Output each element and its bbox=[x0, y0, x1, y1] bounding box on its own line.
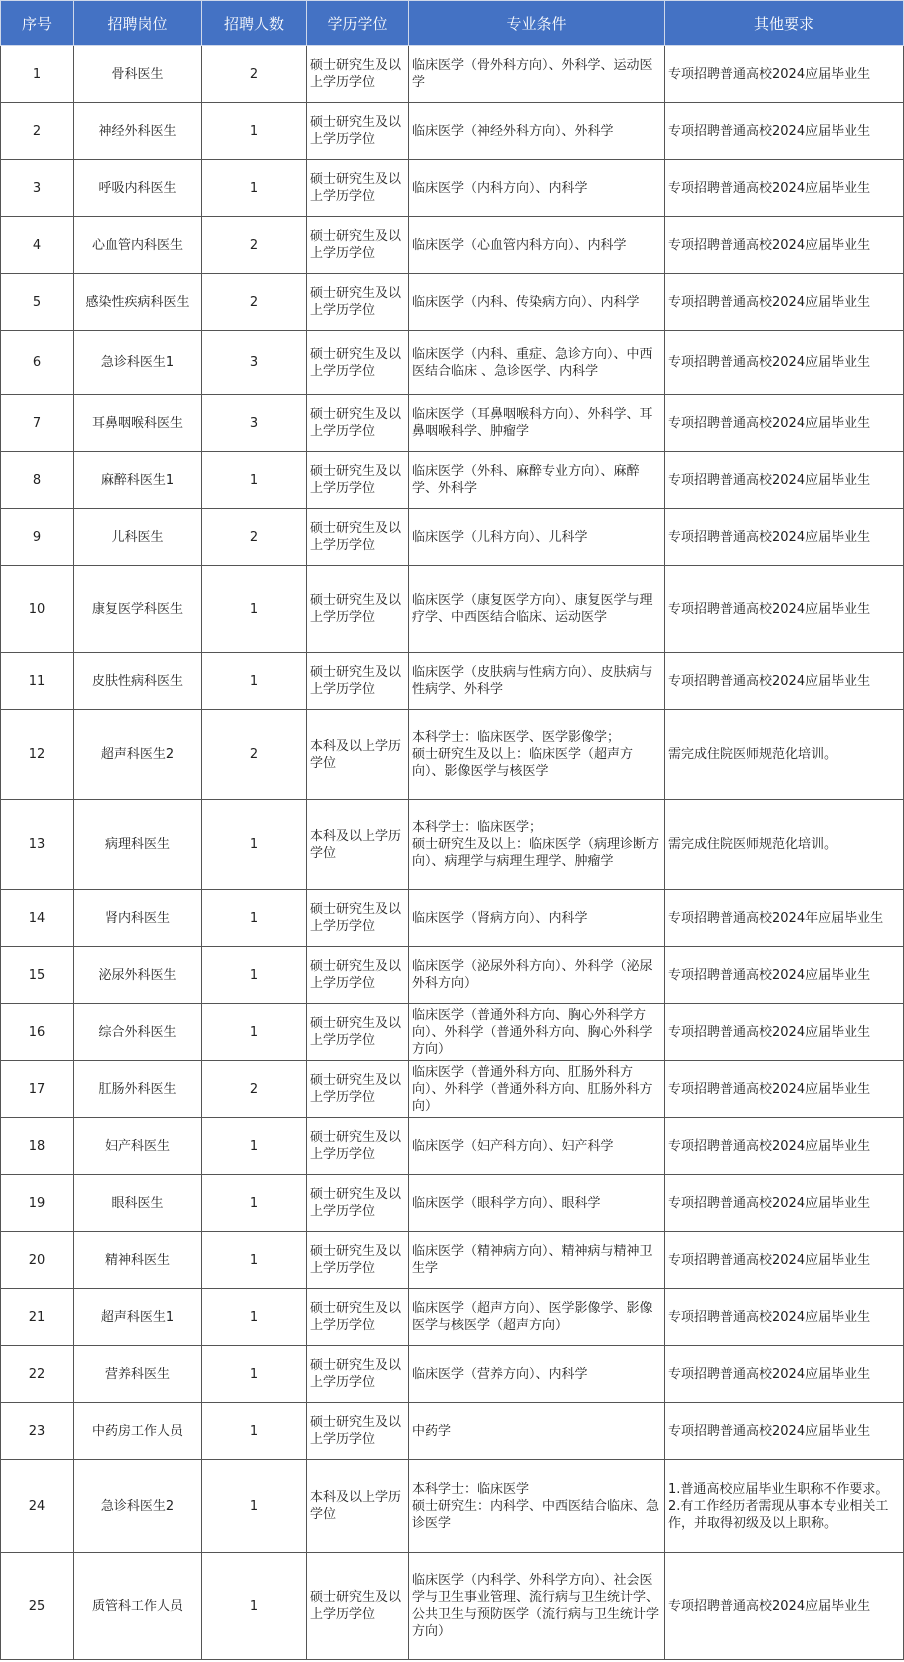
cell-other: 专项招聘普通高校2024年应届毕业生 bbox=[665, 890, 904, 947]
cell-major: 临床医学（营养方向）、内科学 bbox=[409, 1346, 665, 1403]
table-row bbox=[1, 947, 904, 1004]
cell-no: 2 bbox=[1, 103, 74, 160]
cell-position: 眼科医生 bbox=[74, 1175, 202, 1232]
cell-no: 3 bbox=[1, 160, 74, 217]
table-row bbox=[1, 1460, 904, 1553]
cell-no: 24 bbox=[1, 1460, 74, 1553]
table-row bbox=[1, 452, 904, 509]
cell-position: 急诊科医生2 bbox=[74, 1460, 202, 1553]
cell-degree: 硕士研究生及以上学历学位 bbox=[307, 46, 409, 103]
cell-no: 10 bbox=[1, 566, 74, 653]
cell-other: 需完成住院医师规范化培训。 bbox=[665, 710, 904, 800]
cell-count: 3 bbox=[202, 331, 307, 395]
cell-count: 1 bbox=[202, 1346, 307, 1403]
cell-count: 2 bbox=[202, 509, 307, 566]
cell-other: 专项招聘普通高校2024应届毕业生 bbox=[665, 653, 904, 710]
cell-major: 临床医学（普通外科方向、肛肠外科方向）、外科学（普通外科方向、肛肠外科方向） bbox=[409, 1061, 665, 1118]
cell-no: 8 bbox=[1, 452, 74, 509]
cell-degree: 硕士研究生及以上学历学位 bbox=[307, 160, 409, 217]
cell-degree: 本科及以上学历学位 bbox=[307, 800, 409, 890]
cell-count: 1 bbox=[202, 103, 307, 160]
cell-no: 1 bbox=[1, 46, 74, 103]
header-position: 招聘岗位 bbox=[74, 1, 202, 46]
cell-degree: 硕士研究生及以上学历学位 bbox=[307, 1232, 409, 1289]
table-row bbox=[1, 1175, 904, 1232]
cell-degree: 硕士研究生及以上学历学位 bbox=[307, 1346, 409, 1403]
header-count: 招聘人数 bbox=[202, 1, 307, 46]
cell-other: 专项招聘普通高校2024应届毕业生 bbox=[665, 160, 904, 217]
cell-count: 2 bbox=[202, 710, 307, 800]
cell-count: 1 bbox=[202, 1403, 307, 1460]
cell-other: 专项招聘普通高校2024应届毕业生 bbox=[665, 452, 904, 509]
cell-position: 肛肠外科医生 bbox=[74, 1061, 202, 1118]
cell-position: 麻醉科医生1 bbox=[74, 452, 202, 509]
cell-major: 临床医学（普通外科方向、胸心外科学方向）、外科学（普通外科方向、胸心外科学方向） bbox=[409, 1004, 665, 1061]
cell-major: 临床医学（骨外科方向）、外科学、运动医学 bbox=[409, 46, 665, 103]
header-row bbox=[1, 1, 904, 46]
cell-other: 需完成住院医师规范化培训。 bbox=[665, 800, 904, 890]
table-row bbox=[1, 1289, 904, 1346]
cell-other: 专项招聘普通高校2024应届毕业生 bbox=[665, 1553, 904, 1660]
cell-no: 4 bbox=[1, 217, 74, 274]
table-row bbox=[1, 331, 904, 395]
cell-other: 专项招聘普通高校2024应届毕业生 bbox=[665, 509, 904, 566]
cell-major: 临床医学（神经外科方向）、外科学 bbox=[409, 103, 665, 160]
cell-count: 1 bbox=[202, 1004, 307, 1061]
cell-position: 感染性疾病科医生 bbox=[74, 274, 202, 331]
cell-major: 本科学士：临床医学、医学影像学； 硕士研究生及以上：临床医学（超声方向）、影像医学与核医学 bbox=[409, 710, 665, 800]
cell-other: 专项招聘普通高校2024应届毕业生 bbox=[665, 1004, 904, 1061]
cell-count: 1 bbox=[202, 1175, 307, 1232]
cell-count: 1 bbox=[202, 653, 307, 710]
cell-position: 超声科医生1 bbox=[74, 1289, 202, 1346]
cell-position: 皮肤性病科医生 bbox=[74, 653, 202, 710]
cell-count: 1 bbox=[202, 1553, 307, 1660]
table-row bbox=[1, 566, 904, 653]
cell-position: 超声科医生2 bbox=[74, 710, 202, 800]
cell-other: 专项招聘普通高校2024应届毕业生 bbox=[665, 1346, 904, 1403]
cell-degree: 硕士研究生及以上学历学位 bbox=[307, 274, 409, 331]
table-row bbox=[1, 395, 904, 452]
cell-other: 专项招聘普通高校2024应届毕业生 bbox=[665, 1289, 904, 1346]
cell-no: 13 bbox=[1, 800, 74, 890]
cell-major: 临床医学（心血管内科方向）、内科学 bbox=[409, 217, 665, 274]
cell-degree: 硕士研究生及以上学历学位 bbox=[307, 395, 409, 452]
table-header bbox=[1, 1, 904, 46]
table-row bbox=[1, 1403, 904, 1460]
header-major: 专业条件 bbox=[409, 1, 665, 46]
cell-degree: 硕士研究生及以上学历学位 bbox=[307, 509, 409, 566]
table-row bbox=[1, 1553, 904, 1660]
cell-count: 2 bbox=[202, 46, 307, 103]
cell-position: 病理科医生 bbox=[74, 800, 202, 890]
cell-other: 专项招聘普通高校2024应届毕业生 bbox=[665, 566, 904, 653]
cell-no: 18 bbox=[1, 1118, 74, 1175]
table-row bbox=[1, 800, 904, 890]
cell-other: 专项招聘普通高校2024应届毕业生 bbox=[665, 1118, 904, 1175]
cell-count: 1 bbox=[202, 1289, 307, 1346]
header-degree: 学历学位 bbox=[307, 1, 409, 46]
cell-degree: 硕士研究生及以上学历学位 bbox=[307, 1553, 409, 1660]
cell-count: 2 bbox=[202, 1061, 307, 1118]
cell-count: 1 bbox=[202, 800, 307, 890]
cell-no: 20 bbox=[1, 1232, 74, 1289]
cell-major: 临床医学（儿科方向）、儿科学 bbox=[409, 509, 665, 566]
cell-major: 临床医学（内科、传染病方向）、内科学 bbox=[409, 274, 665, 331]
cell-major: 临床医学（肾病方向）、内科学 bbox=[409, 890, 665, 947]
cell-no: 25 bbox=[1, 1553, 74, 1660]
cell-position: 神经外科医生 bbox=[74, 103, 202, 160]
cell-count: 1 bbox=[202, 160, 307, 217]
cell-no: 15 bbox=[1, 947, 74, 1004]
cell-count: 1 bbox=[202, 890, 307, 947]
cell-no: 22 bbox=[1, 1346, 74, 1403]
cell-other: 专项招聘普通高校2024应届毕业生 bbox=[665, 331, 904, 395]
cell-position: 心血管内科医生 bbox=[74, 217, 202, 274]
cell-position: 精神科医生 bbox=[74, 1232, 202, 1289]
table-row bbox=[1, 46, 904, 103]
cell-degree: 硕士研究生及以上学历学位 bbox=[307, 103, 409, 160]
cell-no: 6 bbox=[1, 331, 74, 395]
cell-no: 12 bbox=[1, 710, 74, 800]
cell-degree: 本科及以上学历学位 bbox=[307, 710, 409, 800]
header-other: 其他要求 bbox=[665, 1, 904, 46]
cell-other: 专项招聘普通高校2024应届毕业生 bbox=[665, 395, 904, 452]
cell-major: 临床医学（皮肤病与性病方向）、皮肤病与性病学、外科学 bbox=[409, 653, 665, 710]
cell-count: 1 bbox=[202, 1232, 307, 1289]
cell-other: 专项招聘普通高校2024应届毕业生 bbox=[665, 947, 904, 1004]
cell-degree: 硕士研究生及以上学历学位 bbox=[307, 890, 409, 947]
cell-no: 5 bbox=[1, 274, 74, 331]
table-row bbox=[1, 1004, 904, 1061]
cell-position: 营养科医生 bbox=[74, 1346, 202, 1403]
cell-degree: 硕士研究生及以上学历学位 bbox=[307, 1289, 409, 1346]
cell-no: 21 bbox=[1, 1289, 74, 1346]
cell-position: 质管科工作人员 bbox=[74, 1553, 202, 1660]
table-body bbox=[1, 46, 904, 1660]
table-row bbox=[1, 1232, 904, 1289]
cell-degree: 本科及以上学历学位 bbox=[307, 1460, 409, 1553]
cell-degree: 硕士研究生及以上学历学位 bbox=[307, 217, 409, 274]
cell-position: 耳鼻咽喉科医生 bbox=[74, 395, 202, 452]
header-no: 序号 bbox=[1, 1, 74, 46]
table-row bbox=[1, 710, 904, 800]
cell-major: 临床医学（康复医学方向）、康复医学与理疗学、中西医结合临床、运动医学 bbox=[409, 566, 665, 653]
cell-position: 泌尿外科医生 bbox=[74, 947, 202, 1004]
cell-no: 19 bbox=[1, 1175, 74, 1232]
cell-degree: 硕士研究生及以上学历学位 bbox=[307, 1061, 409, 1118]
table-row bbox=[1, 103, 904, 160]
cell-degree: 硕士研究生及以上学历学位 bbox=[307, 1004, 409, 1061]
table-row bbox=[1, 509, 904, 566]
cell-other: 专项招聘普通高校2024应届毕业生 bbox=[665, 1061, 904, 1118]
cell-major: 临床医学（眼科学方向）、眼科学 bbox=[409, 1175, 665, 1232]
cell-major: 本科学士：临床医学； 硕士研究生及以上：临床医学（病理诊断方向）、病理学与病理生理学、肿瘤学 bbox=[409, 800, 665, 890]
cell-other: 专项招聘普通高校2024应届毕业生 bbox=[665, 1175, 904, 1232]
cell-major: 临床医学（精神病方向）、精神病与精神卫生学 bbox=[409, 1232, 665, 1289]
table-row bbox=[1, 1118, 904, 1175]
cell-position: 妇产科医生 bbox=[74, 1118, 202, 1175]
cell-position: 儿科医生 bbox=[74, 509, 202, 566]
cell-no: 9 bbox=[1, 509, 74, 566]
cell-major: 临床医学（超声方向）、医学影像学、影像医学与核医学（超声方向） bbox=[409, 1289, 665, 1346]
cell-count: 1 bbox=[202, 452, 307, 509]
cell-degree: 硕士研究生及以上学历学位 bbox=[307, 1175, 409, 1232]
cell-degree: 硕士研究生及以上学历学位 bbox=[307, 1403, 409, 1460]
cell-other: 专项招聘普通高校2024应届毕业生 bbox=[665, 217, 904, 274]
table-row bbox=[1, 274, 904, 331]
cell-position: 综合外科医生 bbox=[74, 1004, 202, 1061]
cell-other: 1.普通高校应届毕业生职称不作要求。 2.有工作经历者需现从事本专业相关工作，并取得初级及以上职称。 bbox=[665, 1460, 904, 1553]
table-row bbox=[1, 653, 904, 710]
cell-major: 临床医学（内科学、外科学方向）、社会医学与卫生事业管理、流行病与卫生统计学、公共卫生与预防医学（流行病与卫生统计学方向） bbox=[409, 1553, 665, 1660]
cell-count: 3 bbox=[202, 395, 307, 452]
cell-major: 中药学 bbox=[409, 1403, 665, 1460]
cell-count: 1 bbox=[202, 947, 307, 1004]
cell-other: 专项招聘普通高校2024应届毕业生 bbox=[665, 274, 904, 331]
cell-major: 临床医学（耳鼻咽喉科方向）、外科学、耳鼻咽喉科学、肿瘤学 bbox=[409, 395, 665, 452]
cell-position: 呼吸内科医生 bbox=[74, 160, 202, 217]
table-row bbox=[1, 1061, 904, 1118]
cell-count: 2 bbox=[202, 217, 307, 274]
cell-major: 临床医学（内科、重症、急诊方向）、中西医结合临床 、急诊医学、内科学 bbox=[409, 331, 665, 395]
cell-position: 骨科医生 bbox=[74, 46, 202, 103]
cell-other: 专项招聘普通高校2024应届毕业生 bbox=[665, 1232, 904, 1289]
cell-count: 1 bbox=[202, 566, 307, 653]
cell-no: 23 bbox=[1, 1403, 74, 1460]
cell-major: 临床医学（泌尿外科方向）、外科学（泌尿外科方向） bbox=[409, 947, 665, 1004]
cell-other: 专项招聘普通高校2024应届毕业生 bbox=[665, 103, 904, 160]
cell-degree: 硕士研究生及以上学历学位 bbox=[307, 452, 409, 509]
cell-major: 临床医学（外科、麻醉专业方向）、麻醉学、外科学 bbox=[409, 452, 665, 509]
cell-count: 1 bbox=[202, 1118, 307, 1175]
cell-position: 肾内科医生 bbox=[74, 890, 202, 947]
cell-count: 2 bbox=[202, 274, 307, 331]
table-row bbox=[1, 160, 904, 217]
table-row bbox=[1, 1346, 904, 1403]
cell-degree: 硕士研究生及以上学历学位 bbox=[307, 947, 409, 1004]
table-row bbox=[1, 890, 904, 947]
cell-other: 专项招聘普通高校2024应届毕业生 bbox=[665, 1403, 904, 1460]
cell-count: 1 bbox=[202, 1460, 307, 1553]
cell-degree: 硕士研究生及以上学历学位 bbox=[307, 1118, 409, 1175]
table-row bbox=[1, 217, 904, 274]
cell-position: 急诊科医生1 bbox=[74, 331, 202, 395]
cell-no: 11 bbox=[1, 653, 74, 710]
cell-degree: 硕士研究生及以上学历学位 bbox=[307, 653, 409, 710]
cell-no: 14 bbox=[1, 890, 74, 947]
cell-position: 中药房工作人员 bbox=[74, 1403, 202, 1460]
cell-no: 7 bbox=[1, 395, 74, 452]
cell-major: 本科学士：临床医学 硕士研究生：内科学、中西医结合临床、急诊医学 bbox=[409, 1460, 665, 1553]
cell-major: 临床医学（内科方向）、内科学 bbox=[409, 160, 665, 217]
cell-degree: 硕士研究生及以上学历学位 bbox=[307, 331, 409, 395]
cell-no: 16 bbox=[1, 1004, 74, 1061]
cell-position: 康复医学科医生 bbox=[74, 566, 202, 653]
cell-degree: 硕士研究生及以上学历学位 bbox=[307, 566, 409, 653]
cell-major: 临床医学（妇产科方向）、妇产科学 bbox=[409, 1118, 665, 1175]
cell-no: 17 bbox=[1, 1061, 74, 1118]
cell-other: 专项招聘普通高校2024应届毕业生 bbox=[665, 46, 904, 103]
